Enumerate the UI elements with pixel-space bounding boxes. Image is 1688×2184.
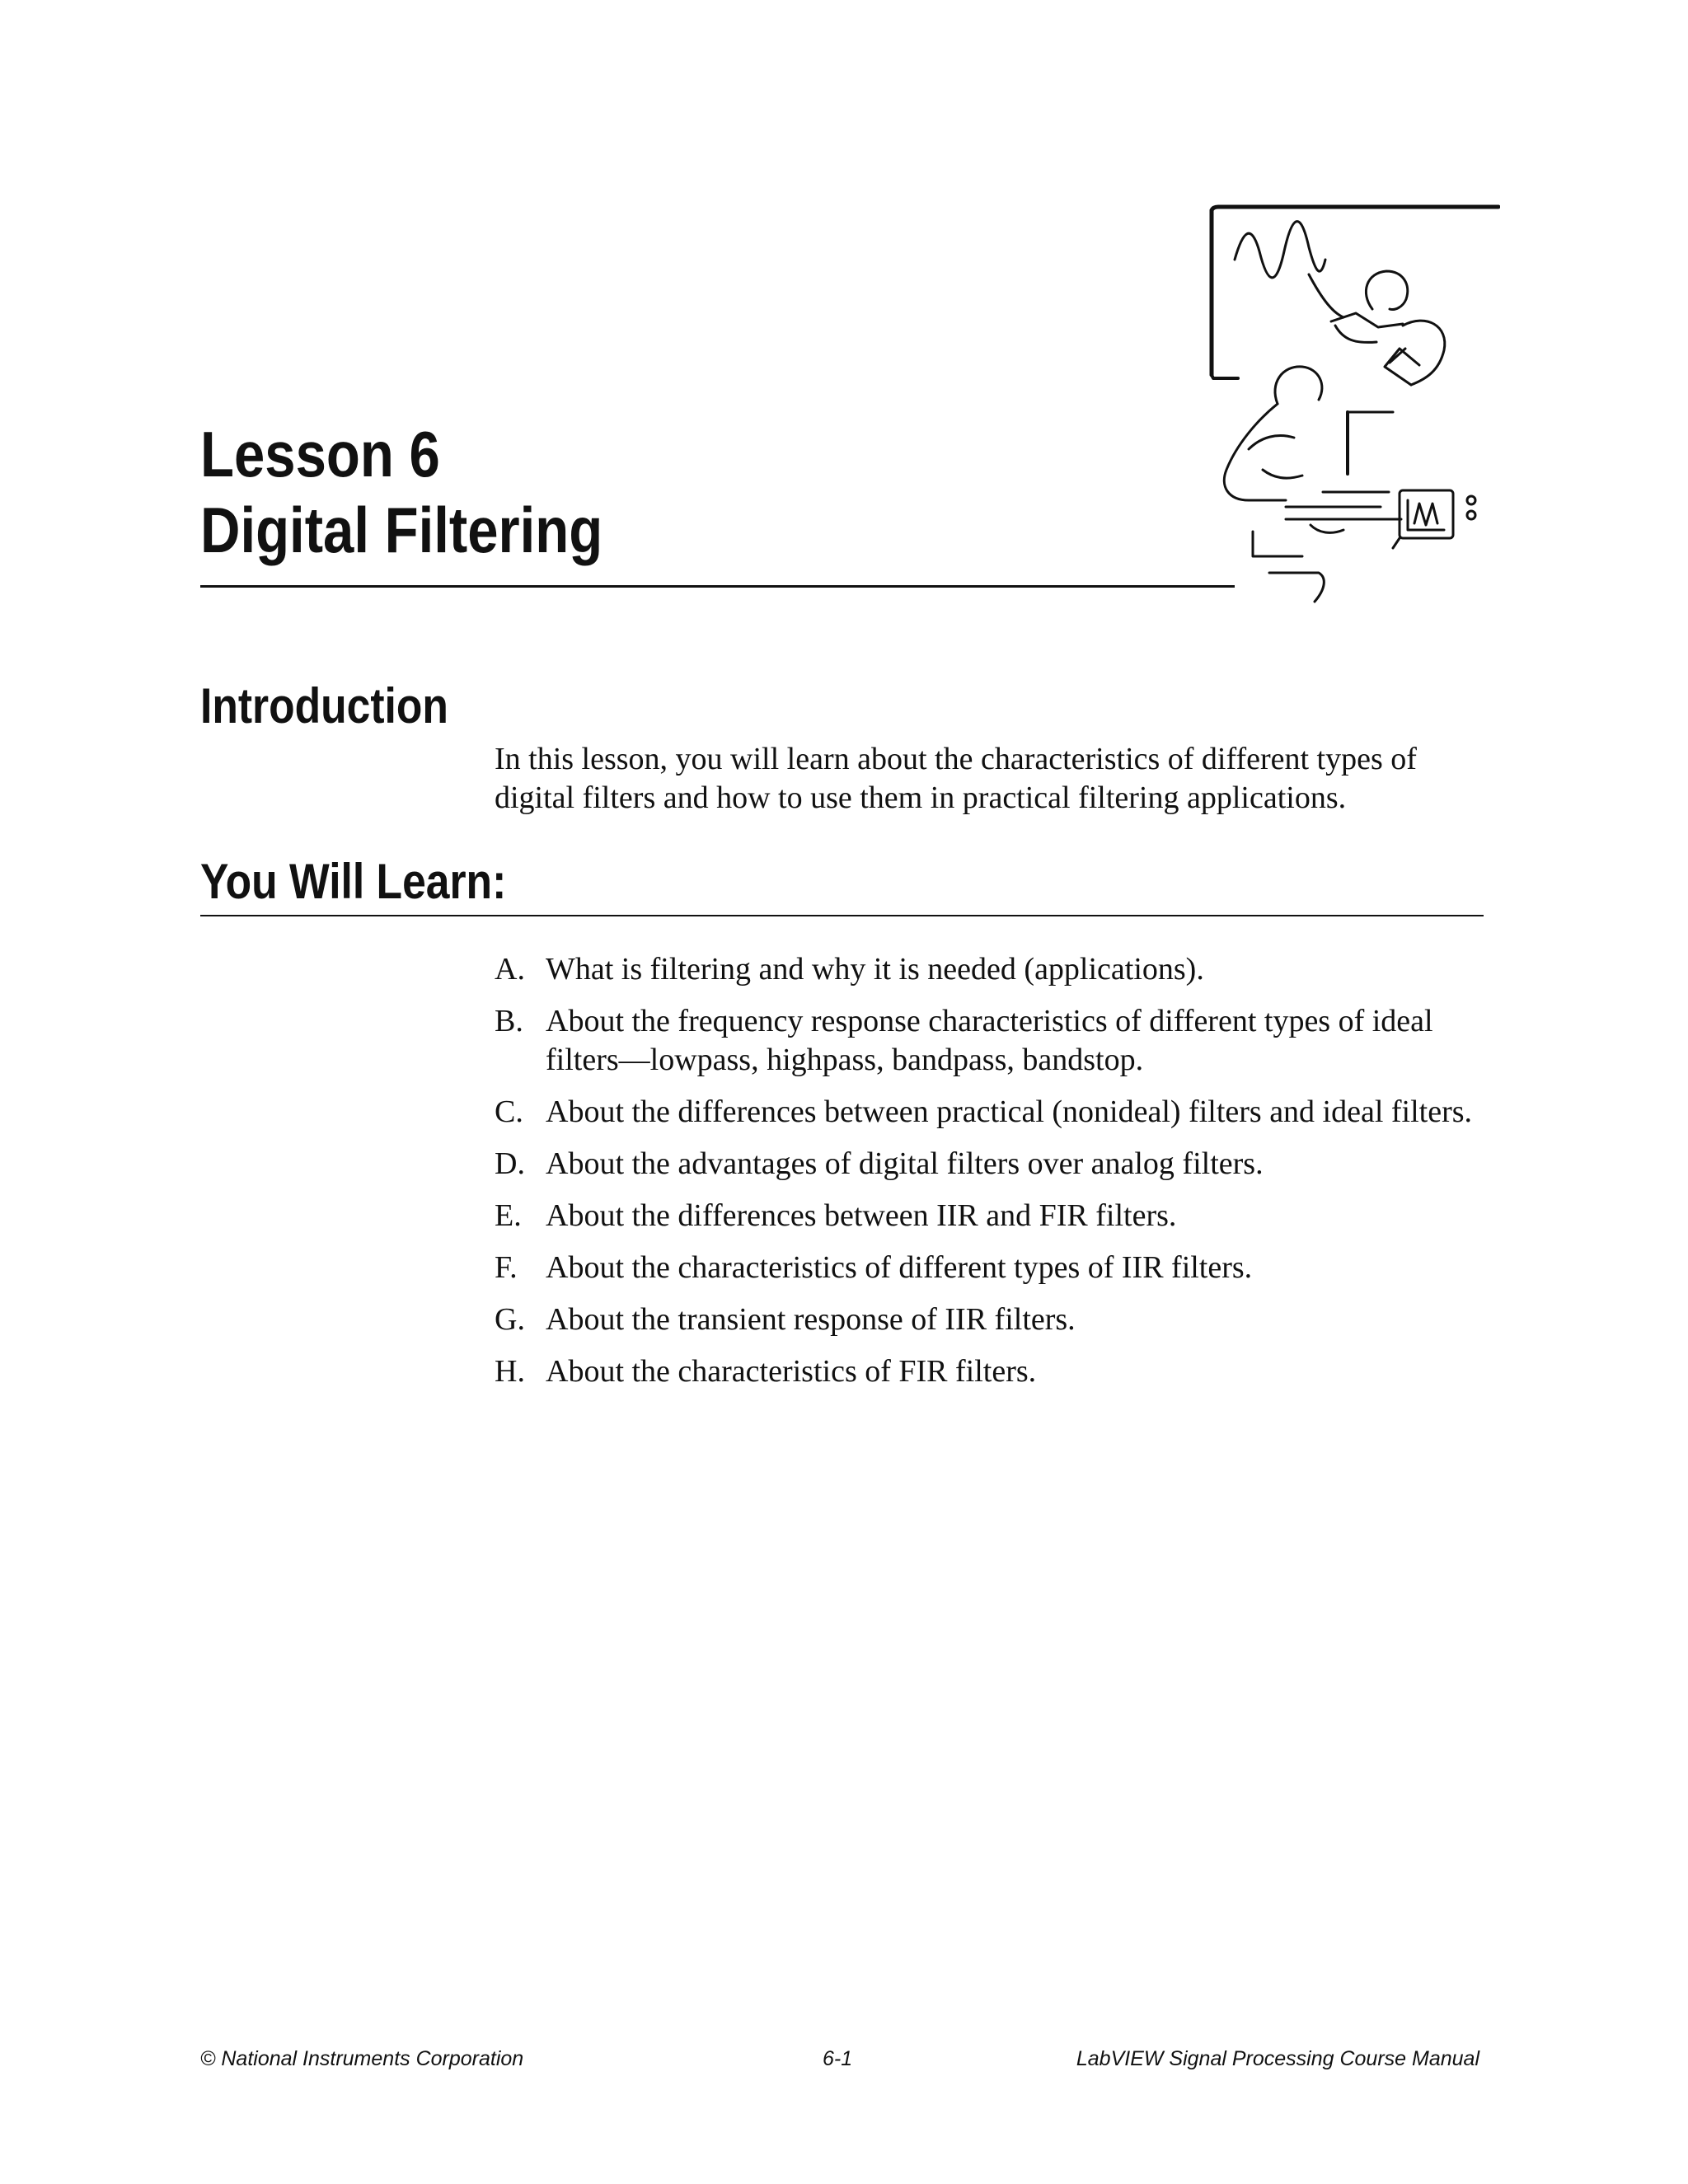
- list-item: [495, 1197, 1492, 1235]
- lesson-number: Lesson 6: [200, 418, 440, 490]
- item-letter: C.: [495, 1094, 523, 1129]
- item-text: What is filtering and why it is needed (applications).: [546, 952, 1204, 987]
- item-text: About the differences between IIR and FIR filters.: [546, 1198, 1177, 1233]
- item-text: About the differences between practical (nonideal) filters and ideal filters.: [546, 1094, 1473, 1129]
- item-text: About the characteristics of FIR filters.: [546, 1354, 1037, 1389]
- lesson-title: [200, 416, 603, 568]
- item-text: About the advantages of digital filters over analog filters.: [546, 1146, 1264, 1181]
- you-will-learn-heading: You Will Learn:: [200, 854, 507, 909]
- item-letter: H.: [495, 1354, 525, 1389]
- section-divider: [200, 915, 1484, 916]
- list-item: [495, 1352, 1492, 1391]
- footer-page-number: 6-1: [823, 2047, 853, 2070]
- lesson-title-text: Digital Filtering: [200, 494, 603, 566]
- list-item: [495, 1093, 1492, 1132]
- footer-copyright: © National Instruments Corporation: [200, 2047, 524, 2070]
- introduction-heading: Introduction: [200, 678, 448, 733]
- item-text: About the frequency response characteristics of different types of ideal filters—lowpass, highpass, bandpass, bandstop.: [546, 1004, 1433, 1077]
- item-letter: E.: [495, 1198, 522, 1233]
- list-item: [495, 950, 1492, 989]
- item-text: About the characteristics of different types of IIR filters.: [546, 1250, 1253, 1285]
- list-item: [495, 1301, 1492, 1339]
- item-letter: B.: [495, 1004, 523, 1038]
- item-text: About the transient response of IIR filters.: [546, 1302, 1076, 1337]
- item-letter: A.: [495, 952, 525, 987]
- footer-manual-title: LabVIEW Signal Processing Course Manual: [1076, 2047, 1479, 2070]
- title-divider: [200, 585, 1235, 588]
- item-letter: D.: [495, 1146, 525, 1181]
- item-letter: G.: [495, 1302, 525, 1337]
- list-item: [495, 1249, 1492, 1287]
- introduction-paragraph: In this lesson, you will learn about the characteristics of different types of digital filters and how to use them in practical filtering applications.: [495, 742, 1417, 815]
- list-item: [495, 1145, 1492, 1183]
- person-at-oscilloscope-icon: [1187, 202, 1500, 606]
- list-item: [495, 1002, 1492, 1080]
- learning-objectives-list: [495, 950, 1492, 1404]
- item-letter: F.: [495, 1250, 518, 1285]
